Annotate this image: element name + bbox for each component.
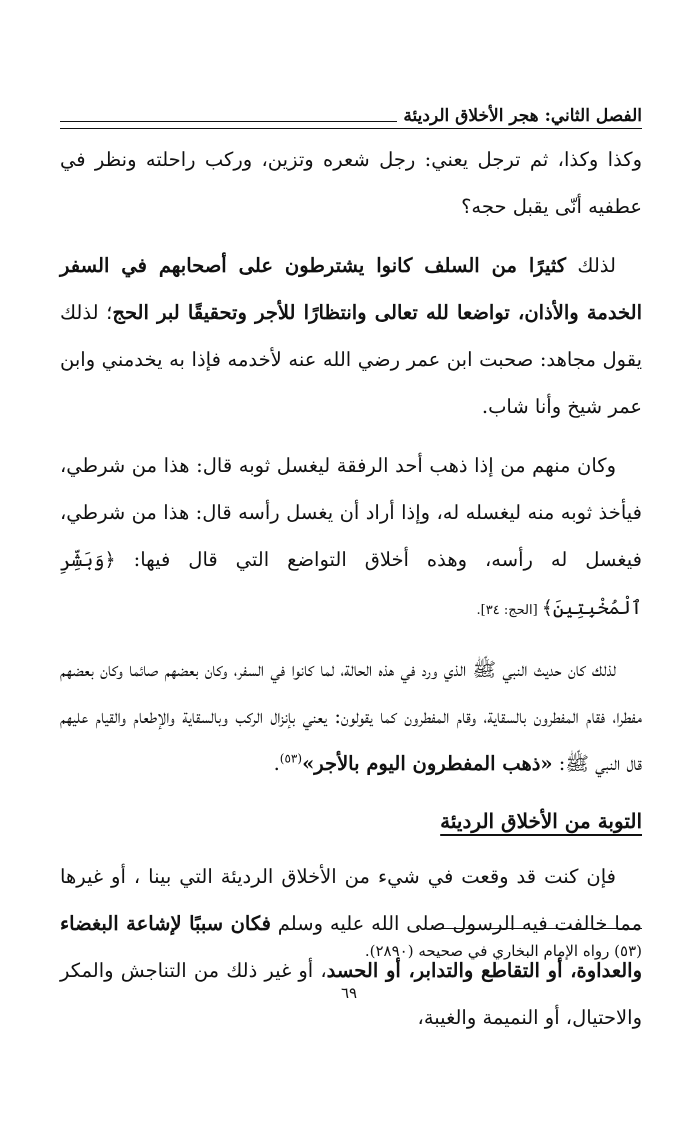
footnote: (٥٣) رواه الإمام البخاري في صحيحه (٢٨٩٠).	[364, 942, 642, 960]
paragraph-3	[60, 442, 642, 634]
paragraph-4	[60, 646, 642, 787]
paragraph-5-emphasis: فكان سببًا لإشاعة البغضاء والعداوة، أو التقاطع والتدابر، أو الحسد	[60, 912, 642, 982]
paragraph-4-lead: لذلك كان حديث النبي ﷺ الذي ورد في هذه الحالة، لما كانوا في السفر، وكان بعضهم صائما وكان بعضهم مفطرا، فقام المفطرون بالسقاية، وقام المفطرون كما يقولون: يعني بإنزال الركب وبالسقاية والإطعام والقيام عليهم قال النبي ﷺ:	[60, 658, 642, 775]
paragraph-1	[60, 136, 642, 230]
main-text	[60, 136, 642, 1053]
page-number: ٦٩	[340, 984, 358, 1002]
header-rule-line	[60, 121, 397, 122]
paragraph-2	[60, 242, 642, 430]
paragraph-5-lead: فإن كنت قد وقعت في شيء من الأخلاق الرديئة التي بينا ، أو غيرها مما خالفت فيه الرسول صلى الله عليه وسلم	[60, 865, 642, 935]
chapter-title: الفصل الثاني: هجر الأخلاق الرديئة	[403, 106, 642, 126]
footnote-marker[interactable]: (٥٣)	[279, 751, 303, 766]
paragraph-2-emphasis: كثيرًا من السلف كانوا يشترطون على أصحابهم في السفر الخدمة والأذان، تواضعا لله تعالى وانتظارًا للأجر وتحقيقًا لبر الحج	[60, 254, 642, 324]
paragraph-5-tail: ، أو غير ذلك من التناجش والمكر والاحتيال، أو النميمة والغيبة،	[60, 959, 642, 1029]
quran-verse: ﴿وَبَشِّرِ ٱلْمُخْبِتِينَ﴾	[60, 549, 642, 619]
paragraph-4-tail: .	[273, 752, 280, 775]
section-heading: التوبة من الأخلاق الرديئة	[440, 809, 642, 833]
paragraph-2-lead: لذلك	[566, 254, 616, 277]
header-divider	[60, 128, 642, 129]
footnote-divider	[438, 928, 642, 929]
verse-reference: [الحج: ٣٤].	[476, 603, 542, 618]
hadith-quote: «ذهب المفطرون اليوم بالأجر»	[302, 752, 553, 775]
running-header	[60, 96, 642, 128]
paragraph-3-lead: وكان منهم من إذا ذهب أحد الرفقة ليغسل ثوبه قال: هذا من شرطي، فيأخذ ثوبه منه ليغسله له، وإذا أراد أن يغسل رأسه قال: هذا من شرطي، فيغسل له رأسه، وهذه أخلاق التواضع التي قال فيها:	[60, 454, 642, 571]
paragraph-1-text: وكذا وكذا، ثم ترجل يعني: رجل شعره وتزين، وركب راحلته ونظر في عطفيه أنّى يقبل حجه؟	[60, 148, 642, 218]
paragraph-2-tail: ؛ لذلك يقول مجاهد: صحبت ابن عمر رضي الله عنه لأخدمه فإذا به يخدمني وابن عمر شيخ وأنا شاب.	[60, 301, 642, 418]
